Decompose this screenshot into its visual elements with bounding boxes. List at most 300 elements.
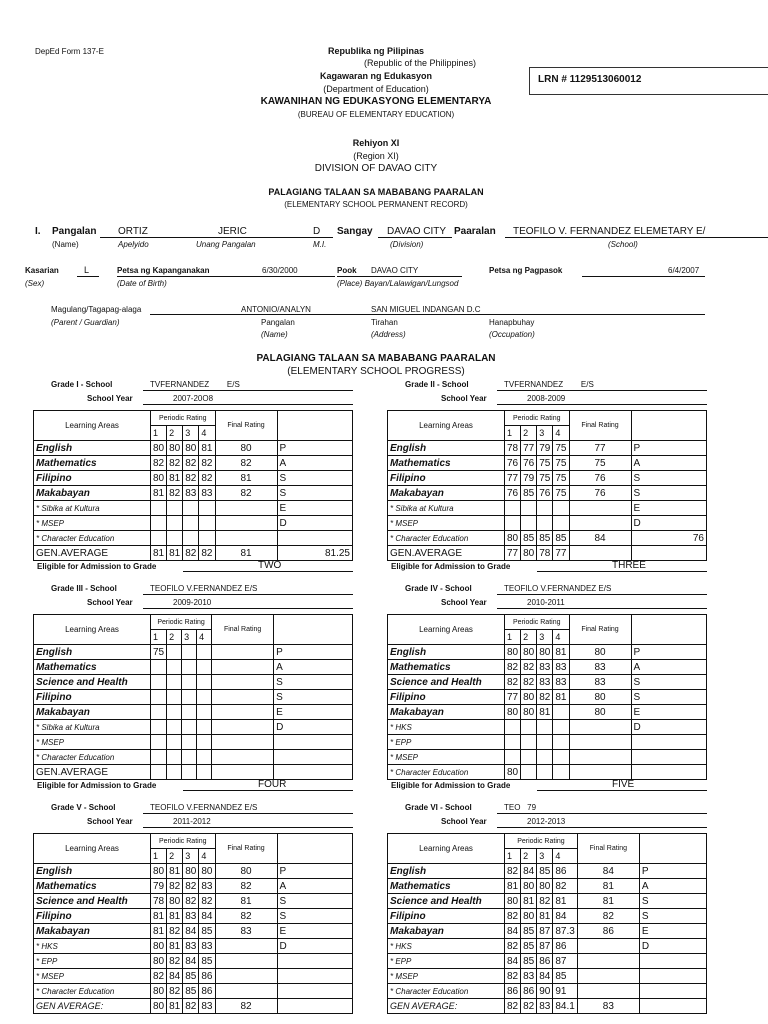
table-row bbox=[388, 720, 707, 735]
grade-cell: 83 bbox=[521, 969, 537, 984]
grade-cell: 80 bbox=[537, 645, 553, 660]
g1-quarter-q3: 3 bbox=[183, 426, 199, 441]
grade-cell: 80 bbox=[505, 645, 521, 660]
grade-cell: S bbox=[277, 486, 353, 501]
grade-cell bbox=[182, 705, 197, 720]
grade-cell: 82 bbox=[167, 879, 183, 894]
grade-cell bbox=[521, 750, 537, 765]
g3-learning-areas-header: Learning Areas bbox=[34, 615, 151, 645]
grade-cell: S bbox=[631, 690, 707, 705]
grade-cell: 75 bbox=[553, 486, 569, 501]
grade-cell: 84 bbox=[183, 954, 199, 969]
grade-cell: 82 bbox=[553, 879, 577, 894]
grade-cell: P bbox=[631, 645, 707, 660]
grade-cell: 80 bbox=[151, 471, 167, 486]
grade-cell bbox=[521, 735, 537, 750]
table-row bbox=[388, 765, 707, 780]
grade-cell: 80 bbox=[505, 894, 521, 909]
g1-eligible-value: TWO bbox=[258, 560, 282, 571]
grade-cell: 80 bbox=[167, 894, 183, 909]
grade-cell bbox=[577, 939, 639, 954]
grade-cell bbox=[151, 660, 167, 675]
g3-periodic-header: Periodic Rating bbox=[151, 615, 212, 630]
table-row bbox=[34, 924, 353, 939]
grade-cell: S bbox=[277, 471, 353, 486]
g3-eligible-value: FOUR bbox=[258, 779, 287, 790]
grade-cell bbox=[197, 705, 212, 720]
grade-cell: E bbox=[277, 501, 353, 516]
grade-cell bbox=[215, 939, 277, 954]
g5-school-year-label: School Year bbox=[87, 817, 133, 826]
table-row bbox=[34, 879, 353, 894]
grade-cell: 82 bbox=[167, 924, 183, 939]
grade-cell: 81 bbox=[151, 486, 167, 501]
grade-cell: Filipino bbox=[34, 690, 151, 705]
grade-cell: 85 bbox=[537, 864, 553, 879]
g3-final-header: Final Rating bbox=[212, 615, 274, 645]
grade-cell: 86 bbox=[553, 864, 577, 879]
grade-cell bbox=[505, 735, 521, 750]
grade-cell: P bbox=[274, 645, 353, 660]
school-value: TEOFILO V. FERNANDEZ ELEMETARY E/ bbox=[513, 226, 706, 237]
grade-cell bbox=[631, 546, 707, 561]
g2-eligible-value: THREE bbox=[612, 560, 646, 571]
table-row bbox=[388, 954, 707, 969]
g4-eligible-value: FIVE bbox=[612, 779, 635, 790]
table-row bbox=[388, 969, 707, 984]
progress-subtitle: (ELEMENTARY SCHOOL PROGRESS) bbox=[287, 366, 465, 377]
grade-cell: 80 bbox=[569, 705, 631, 720]
grade-cell: D bbox=[277, 516, 353, 531]
grade-cell: 81 bbox=[553, 894, 577, 909]
g1-learning-areas-header: Learning Areas bbox=[34, 411, 151, 441]
grade-cell: * EPP bbox=[388, 735, 505, 750]
table-row bbox=[34, 501, 353, 516]
grade-cell: S bbox=[277, 909, 353, 924]
sex-value: L bbox=[84, 265, 90, 275]
grade-cell: 79 bbox=[151, 879, 167, 894]
table-row bbox=[34, 456, 353, 471]
grade-cell: 78 bbox=[505, 441, 521, 456]
grade-cell: * Sibika at Kultura bbox=[34, 501, 151, 516]
grade-cell: * Character Education bbox=[34, 984, 151, 999]
table-row bbox=[34, 645, 353, 660]
grade-cell: 82 bbox=[215, 456, 277, 471]
grade-cell bbox=[277, 984, 353, 999]
g2-school-label: Grade II - School bbox=[405, 380, 469, 389]
grade-cell: English bbox=[388, 645, 505, 660]
g5-school-value: TEOFILO V.FERNANDEZ E/S bbox=[150, 803, 258, 812]
g1-school-year-value: 2007-20O8 bbox=[173, 394, 214, 403]
g3-school-label: Grade III - School bbox=[51, 584, 117, 593]
grade-cell bbox=[167, 675, 182, 690]
grade-cell: 83 bbox=[199, 999, 215, 1014]
grade-cell bbox=[521, 765, 537, 780]
grade-cell: D bbox=[277, 939, 353, 954]
grade-cell: 85 bbox=[183, 984, 199, 999]
g2-final-header: Final Rating bbox=[569, 411, 631, 441]
grade-cell bbox=[577, 969, 639, 984]
grade-cell: S bbox=[631, 471, 707, 486]
grade-cell: 82 bbox=[505, 675, 521, 690]
grade-cell: 80 bbox=[167, 441, 183, 456]
grade-cell bbox=[151, 531, 167, 546]
g4-quarter-q1: 1 bbox=[505, 630, 521, 645]
grade-cell bbox=[183, 531, 199, 546]
grade-cell: 82 bbox=[521, 999, 537, 1014]
grade-cell: 83 bbox=[199, 879, 215, 894]
grade-cell: Filipino bbox=[388, 471, 505, 486]
grade-cell bbox=[182, 750, 197, 765]
grade-cell: 82 bbox=[505, 969, 521, 984]
grade-cell bbox=[537, 750, 553, 765]
grade-cell: Filipino bbox=[388, 909, 505, 924]
grade-cell bbox=[553, 705, 569, 720]
grade-cell: 80 bbox=[521, 879, 537, 894]
grade-cell bbox=[212, 720, 274, 735]
grade-cell: 81 bbox=[167, 546, 183, 561]
grade-cell: S bbox=[639, 894, 706, 909]
grade-cell: GEN.AVERAGE bbox=[34, 546, 151, 561]
grade-cell: 85 bbox=[553, 531, 569, 546]
grade-cell bbox=[212, 660, 274, 675]
school-label: (School) bbox=[608, 240, 638, 249]
g2-quarter-q2: 2 bbox=[521, 426, 537, 441]
table-row bbox=[388, 750, 707, 765]
grade-cell: Mathematics bbox=[388, 456, 505, 471]
address-label: (Address) bbox=[371, 330, 406, 339]
grade-cell: 84 bbox=[577, 864, 639, 879]
paaralan-label: Paaralan bbox=[454, 226, 496, 237]
grade-cell: Science and Health bbox=[34, 894, 151, 909]
grade-cell: A bbox=[631, 456, 707, 471]
grade-cell bbox=[183, 501, 199, 516]
grade-cell: 85 bbox=[199, 954, 215, 969]
grade-cell: 80 bbox=[151, 984, 167, 999]
grade-cell bbox=[212, 675, 274, 690]
table-row bbox=[34, 705, 353, 720]
grade-cell: GEN.AVERAGE bbox=[388, 546, 505, 561]
grade-cell: 81 bbox=[215, 894, 277, 909]
grade-cell: 75 bbox=[151, 645, 167, 660]
grade-cell bbox=[212, 705, 274, 720]
grade-cell: 86 bbox=[521, 984, 537, 999]
g6-school-year-value: 2012-2013 bbox=[527, 817, 566, 826]
parent-label: Magulang/Tagapag-alaga bbox=[51, 305, 142, 314]
grade-cell: 84 bbox=[199, 909, 215, 924]
grade-cell: 84 bbox=[553, 909, 577, 924]
grade-cell: 80 bbox=[151, 441, 167, 456]
table-row bbox=[34, 735, 353, 750]
grade-cell: 75 bbox=[553, 441, 569, 456]
header-line-2: (Republic of the Philippines) bbox=[363, 58, 477, 68]
grade-cell: 83 bbox=[183, 939, 199, 954]
grade-cell bbox=[521, 720, 537, 735]
grade-cell bbox=[212, 735, 274, 750]
grade-cell: S bbox=[274, 675, 353, 690]
grade-cell bbox=[151, 720, 167, 735]
g1-final-header: Final Rating bbox=[215, 411, 277, 441]
g1-school-year-label: School Year bbox=[87, 394, 133, 403]
grade-cell: 80 bbox=[505, 765, 521, 780]
grade-cell: * Sibika at Kultura bbox=[388, 501, 505, 516]
grade-cell: GEN AVERAGE: bbox=[34, 999, 151, 1014]
grade-cell: 87 bbox=[537, 924, 553, 939]
grade-cell: 80 bbox=[151, 954, 167, 969]
grade-cell: 80 bbox=[569, 690, 631, 705]
g3-school-value: TEOFILO V.FERNANDEZ E/S bbox=[150, 584, 258, 593]
grade-cell: * Character Education bbox=[388, 765, 505, 780]
name-label: (Name) bbox=[52, 240, 79, 249]
grade-cell: 84 bbox=[569, 531, 631, 546]
table-row bbox=[34, 939, 353, 954]
g4-school-year-value: 2010-2011 bbox=[527, 598, 565, 607]
grade-cell bbox=[537, 720, 553, 735]
grade-cell: * MSEP bbox=[388, 750, 505, 765]
table-row bbox=[388, 675, 707, 690]
grade-cell: 76 bbox=[505, 456, 521, 471]
grade-cell: 80 bbox=[183, 864, 199, 879]
grade-cell: 81 bbox=[521, 894, 537, 909]
grade-cell: 82 bbox=[505, 999, 521, 1014]
grade-cell: 82 bbox=[215, 879, 277, 894]
grade-cell: 82 bbox=[199, 456, 215, 471]
grade-cell: 77 bbox=[521, 441, 537, 456]
grade-cell: Makabayan bbox=[388, 924, 505, 939]
table-row bbox=[388, 864, 707, 879]
grade-cell: 81 bbox=[167, 999, 183, 1014]
tirahan-label: Tirahan bbox=[371, 318, 398, 327]
g6-periodic-header: Periodic Rating bbox=[505, 834, 578, 849]
grade-cell: * HKS bbox=[388, 720, 505, 735]
g2-school-value: TVFERNANDEZ E/S bbox=[504, 380, 594, 389]
grade-cell bbox=[167, 531, 183, 546]
grade-cell bbox=[167, 516, 183, 531]
entry-value: 6/4/2007 bbox=[668, 266, 700, 275]
header-line-4: (Department of Education) bbox=[323, 84, 429, 94]
form-id: DepEd Form 137-E bbox=[35, 47, 104, 56]
grade-cell bbox=[167, 690, 182, 705]
grade-cell: 84 bbox=[521, 864, 537, 879]
grade-cell bbox=[553, 750, 569, 765]
grade-cell: 80 bbox=[215, 441, 277, 456]
g5-quarter-q4: 4 bbox=[199, 849, 215, 864]
grade-cell: 75 bbox=[553, 456, 569, 471]
grade-cell: 87 bbox=[537, 939, 553, 954]
table-row bbox=[34, 516, 353, 531]
table-row bbox=[388, 909, 707, 924]
grade-cell bbox=[167, 765, 182, 780]
grade-cell: 83 bbox=[577, 999, 639, 1014]
grade-cell: Science and Health bbox=[388, 675, 505, 690]
grade-cell: 82 bbox=[215, 486, 277, 501]
grade-cell bbox=[553, 501, 569, 516]
grade-cell bbox=[639, 954, 706, 969]
grade-cell: 78 bbox=[151, 894, 167, 909]
header-line-3: Kagawaran ng Edukasyon bbox=[319, 71, 433, 81]
grade-cell bbox=[151, 516, 167, 531]
grade-cell: 81 bbox=[577, 894, 639, 909]
place-label: (Place) Bayan/Lalawigan/Lungsod bbox=[337, 279, 459, 288]
grade-cell: 77 bbox=[553, 546, 569, 561]
table-row bbox=[34, 750, 353, 765]
grade-cell bbox=[505, 750, 521, 765]
grade-cell: 75 bbox=[537, 456, 553, 471]
grade-cell: A bbox=[274, 660, 353, 675]
grade-cell bbox=[182, 660, 197, 675]
pangalan2-label: Pangalan bbox=[261, 318, 295, 327]
g1-quarter-q4: 4 bbox=[199, 426, 215, 441]
grade-cell: 85 bbox=[521, 924, 537, 939]
grade-cell: 86 bbox=[537, 954, 553, 969]
table-row bbox=[34, 765, 353, 780]
table-row bbox=[34, 909, 353, 924]
g6-grades-table bbox=[387, 833, 707, 1014]
grade-cell: S bbox=[274, 690, 353, 705]
grade-cell bbox=[182, 735, 197, 750]
grade-cell: Makabayan bbox=[388, 705, 505, 720]
grade-cell: 82 bbox=[199, 894, 215, 909]
g4-learning-areas-header: Learning Areas bbox=[388, 615, 505, 645]
g5-quarter-q3: 3 bbox=[183, 849, 199, 864]
grade-cell: 81 bbox=[577, 879, 639, 894]
grade-cell bbox=[553, 720, 569, 735]
grade-cell bbox=[167, 660, 182, 675]
g1-quarter-q2: 2 bbox=[167, 426, 183, 441]
grade-cell: * MSEP bbox=[34, 969, 151, 984]
grade-cell: 82 bbox=[505, 660, 521, 675]
g1-school-label: Grade I - School bbox=[51, 380, 113, 389]
grade-cell: P bbox=[639, 864, 706, 879]
dob-value: 6/30/2000 bbox=[262, 266, 298, 275]
grade-cell: P bbox=[277, 441, 353, 456]
g6-learning-areas-header: Learning Areas bbox=[388, 834, 505, 864]
grade-cell: 81 bbox=[553, 645, 569, 660]
dob-label: Petsa ng Kapanganakan bbox=[117, 266, 210, 275]
g1-school-value: TVFERNANDEZ E/S bbox=[150, 380, 240, 389]
table-row bbox=[388, 939, 707, 954]
grade-cell: 80 bbox=[521, 909, 537, 924]
grade-cell: Makabayan bbox=[388, 486, 505, 501]
grade-cell bbox=[215, 984, 277, 999]
grade-cell: 82 bbox=[183, 879, 199, 894]
dob-sub: (Date of Birth) bbox=[117, 279, 167, 288]
grade-cell: S bbox=[639, 909, 706, 924]
grade-cell: 77 bbox=[505, 690, 521, 705]
grade-cell: 82 bbox=[183, 456, 199, 471]
grade-cell: 84 bbox=[167, 969, 183, 984]
grade-cell: Science and Health bbox=[388, 894, 505, 909]
grade-cell bbox=[151, 690, 167, 705]
grade-cell bbox=[182, 690, 197, 705]
grade-cell: 86 bbox=[553, 939, 577, 954]
grade-cell bbox=[199, 501, 215, 516]
table-row bbox=[388, 705, 707, 720]
grade-cell: 83 bbox=[537, 999, 553, 1014]
grade-cell: E bbox=[277, 924, 353, 939]
grade-cell: 86 bbox=[199, 984, 215, 999]
occupation-label: (Occupation) bbox=[489, 330, 535, 339]
table-row bbox=[34, 984, 353, 999]
grade-cell: 80 bbox=[521, 705, 537, 720]
grade-cell: 76 bbox=[537, 486, 553, 501]
grade-cell: 82 bbox=[537, 894, 553, 909]
progress-title: PALAGIANG TALAAN SA MABABANG PAARALAN bbox=[256, 353, 496, 364]
table-row bbox=[34, 894, 353, 909]
g5-learning-areas-header: Learning Areas bbox=[34, 834, 151, 864]
grade-cell bbox=[553, 765, 569, 780]
grade-cell: Science and Health bbox=[34, 675, 151, 690]
grade-cell: 83 bbox=[199, 939, 215, 954]
grade-cell: 81 bbox=[215, 471, 277, 486]
table-row bbox=[34, 531, 353, 546]
header-line-1: Republika ng Pilipinas bbox=[327, 46, 425, 56]
parent-sub: (Parent / Guardian) bbox=[51, 318, 120, 327]
g1-periodic-header: Periodic Rating bbox=[151, 411, 216, 426]
grade-cell bbox=[151, 705, 167, 720]
grade-cell: GEN AVERAGE: bbox=[388, 999, 505, 1014]
grade-cell: 81 bbox=[553, 690, 569, 705]
grade-cell bbox=[277, 531, 353, 546]
grade-cell: D bbox=[274, 720, 353, 735]
grade-cell: Filipino bbox=[34, 909, 151, 924]
grade-cell: 86 bbox=[505, 984, 521, 999]
grade-cell bbox=[197, 720, 212, 735]
grade-cell: 82 bbox=[505, 909, 521, 924]
grade-cell bbox=[167, 720, 182, 735]
grade-cell: 79 bbox=[521, 471, 537, 486]
grade-cell: 76 bbox=[631, 531, 707, 546]
grade-cell: 83 bbox=[537, 660, 553, 675]
g2-quarter-q4: 4 bbox=[553, 426, 569, 441]
grade-cell bbox=[197, 735, 212, 750]
grade-cell: E bbox=[639, 924, 706, 939]
grade-cell: * Character Education bbox=[388, 984, 505, 999]
pook-label: Pook bbox=[337, 266, 357, 275]
grade-cell: Mathematics bbox=[388, 660, 505, 675]
grade-cell: 75 bbox=[569, 456, 631, 471]
grade-cell bbox=[212, 690, 274, 705]
hanapbuhay-label: Hanapbuhay bbox=[489, 318, 535, 327]
grade-cell bbox=[577, 984, 639, 999]
place-value: DAVAO CITY bbox=[371, 266, 419, 275]
grade-cell bbox=[197, 645, 212, 660]
mi-label: M.I. bbox=[313, 240, 327, 249]
middle-initial: D bbox=[313, 226, 321, 237]
table-row bbox=[388, 516, 707, 531]
table-row bbox=[388, 441, 707, 456]
grade-cell: 84 bbox=[505, 954, 521, 969]
grade-cell: 85 bbox=[199, 924, 215, 939]
grade-cell bbox=[569, 516, 631, 531]
grade-cell: A bbox=[631, 660, 707, 675]
g6-quarter-q2: 2 bbox=[521, 849, 537, 864]
grade-cell: 81 bbox=[151, 924, 167, 939]
grade-cell: A bbox=[639, 879, 706, 894]
grade-cell bbox=[639, 969, 706, 984]
division-value: DAVAO CITY bbox=[387, 226, 447, 237]
grade-cell: 83 bbox=[199, 486, 215, 501]
table-row bbox=[34, 546, 353, 561]
grade-cell bbox=[505, 720, 521, 735]
grade-cell: 82 bbox=[521, 660, 537, 675]
grade-cell bbox=[639, 999, 706, 1014]
grade-cell bbox=[277, 969, 353, 984]
grade-cell bbox=[577, 954, 639, 969]
grade-cell: English bbox=[34, 441, 151, 456]
grade-cell: 82 bbox=[577, 909, 639, 924]
grade-cell bbox=[631, 750, 707, 765]
